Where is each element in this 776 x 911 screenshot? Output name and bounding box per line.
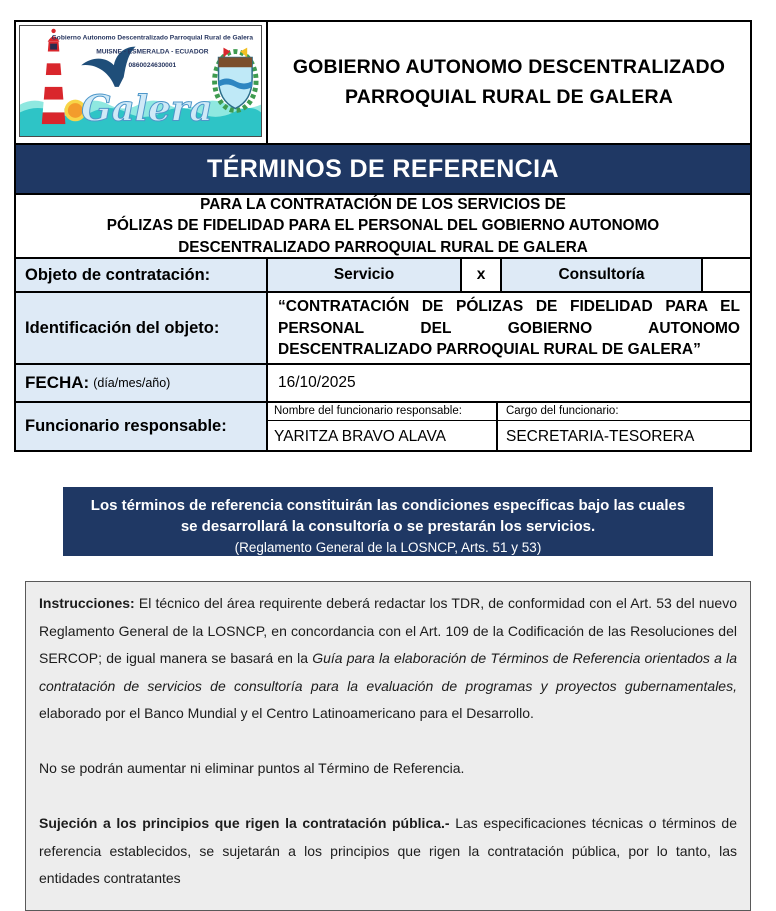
cargo-value: SECRETARIA-TESORERA <box>496 421 750 450</box>
document-header <box>16 22 750 143</box>
notice-line1: Los términos de referencia constituirán las condiciones específicas bajo las cuales <box>90 497 686 514</box>
instructions-text-2: elaborado por el Banco Mundial y el Centro Latinoamericano para el Desarrollo. <box>39 705 534 721</box>
fecha-format-hint: (día/mes/año) <box>93 376 171 390</box>
instructions-lead: Instrucciones: <box>39 595 135 611</box>
organization-title-line2: PARROQUIAL RURAL DE GALERA <box>344 85 674 108</box>
option-servicio: Servicio <box>266 259 460 291</box>
logo-org-line1: Gobierno Autonomo Descentralizado Parroquial Rural de Galera <box>51 34 254 42</box>
funcionario-values <box>268 421 750 450</box>
fecha-label <box>16 365 266 401</box>
servicio-checkbox-mark: x <box>460 259 500 291</box>
subtitle-line2: PÓLIZAS DE FIDELIDAD PARA EL PERSONAL DEL GOBIERNO AUTONOMO <box>106 217 660 235</box>
organization-title <box>266 22 750 143</box>
instructions-paragraph-1 <box>39 590 737 728</box>
logo-org-line2: MUISNE - ESMERALDA - ECUADOR <box>96 48 209 56</box>
fecha-label-text: FECHA: <box>25 373 90 392</box>
organization-title-line1: GOBIERNO AUTONOMO DESCENTRALIZADO <box>292 56 726 79</box>
gad-galera-logo <box>20 26 261 136</box>
funcionario-headers <box>268 403 750 421</box>
logo-script-name: Galera <box>81 88 213 130</box>
contract-subtitle <box>16 193 750 257</box>
logo-frame <box>19 25 262 137</box>
reference-notice-box <box>63 487 713 556</box>
instructions-text-1: El técnico del área requirente deberá redactar los TDR, de conformidad con el Art. 53 del nuevo Reglamento General de la LOSNCP, en concordancia con el Art. 109 de la Codificación de las Resoluciones del SERCOP; de igual manera se basará en la <box>39 595 737 666</box>
option-consultoria: Consultoría <box>500 259 701 291</box>
subtitle-line3: DESCENTRALIZADO PARROQUIAL RURAL DE GALERA <box>178 238 588 256</box>
subtitle-line1: PARA LA CONTRATACIÓN DE LOS SERVICIOS DE <box>200 196 566 214</box>
funcionario-details <box>266 403 750 450</box>
funcionario-label: Funcionario responsable: <box>16 403 266 450</box>
instructions-paragraph-3 <box>39 810 737 893</box>
instructions-paragraph-2: No se podrán aumentar ni eliminar puntos al Término de Referencia. <box>39 760 465 776</box>
guide-title-italic: Guía para la elaboración de Términos de Referencia orientados a la contratación de servicios de consultoría para la evaluación de programas y proyectos gubernamentales, <box>39 650 737 694</box>
document-title-banner <box>16 143 750 193</box>
coat-of-arms-icon <box>215 48 256 111</box>
sujecion-lead: Sujeción a los principios que rigen la contratación pública.- <box>39 815 450 831</box>
row-funcionario-responsable <box>16 401 750 450</box>
document-title: TÉRMINOS DE REFERENCIA <box>207 154 559 183</box>
instructions-box <box>25 581 751 911</box>
notice-line2: se desarrollará la consultoría o se prestarán los servicios. <box>180 518 596 535</box>
sujecion-text: Las especificaciones técnicas o términos de referencia establecidos, se sujetarán a los principios que rigen la contratación pública, por lo tanto, las entidades contratantes <box>39 815 737 886</box>
row-identificacion-objeto <box>16 291 750 363</box>
logo-cell <box>16 22 266 143</box>
logo-org-line3: 0860024630001 <box>128 62 177 70</box>
row-fecha <box>16 363 750 401</box>
identificacion-value: “CONTRATACIÓN DE PÓLIZAS DE FIDELIDAD PARA EL PERSONAL DEL GOBIERNO AUTONOMO DESCENTRALIZADO PARROQUIAL RURAL DE GALERA” <box>266 293 750 363</box>
identificacion-label: Identificación del objeto: <box>16 293 266 363</box>
objeto-label: Objeto de contratación: <box>16 259 266 291</box>
nombre-value: YARITZA BRAVO ALAVA <box>274 427 446 445</box>
notice-citation: (Reglamento General de la LOSNCP, Arts. 51 y 53) <box>234 540 542 555</box>
fecha-value: 16/10/2025 <box>266 365 750 401</box>
nombre-header: Nombre del funcionario responsable: <box>274 405 462 417</box>
row-objeto-contratacion <box>16 257 750 291</box>
tdr-document-table <box>14 20 752 452</box>
consultoria-checkbox-empty <box>701 259 750 291</box>
cargo-header: Cargo del funcionario: <box>496 403 750 420</box>
